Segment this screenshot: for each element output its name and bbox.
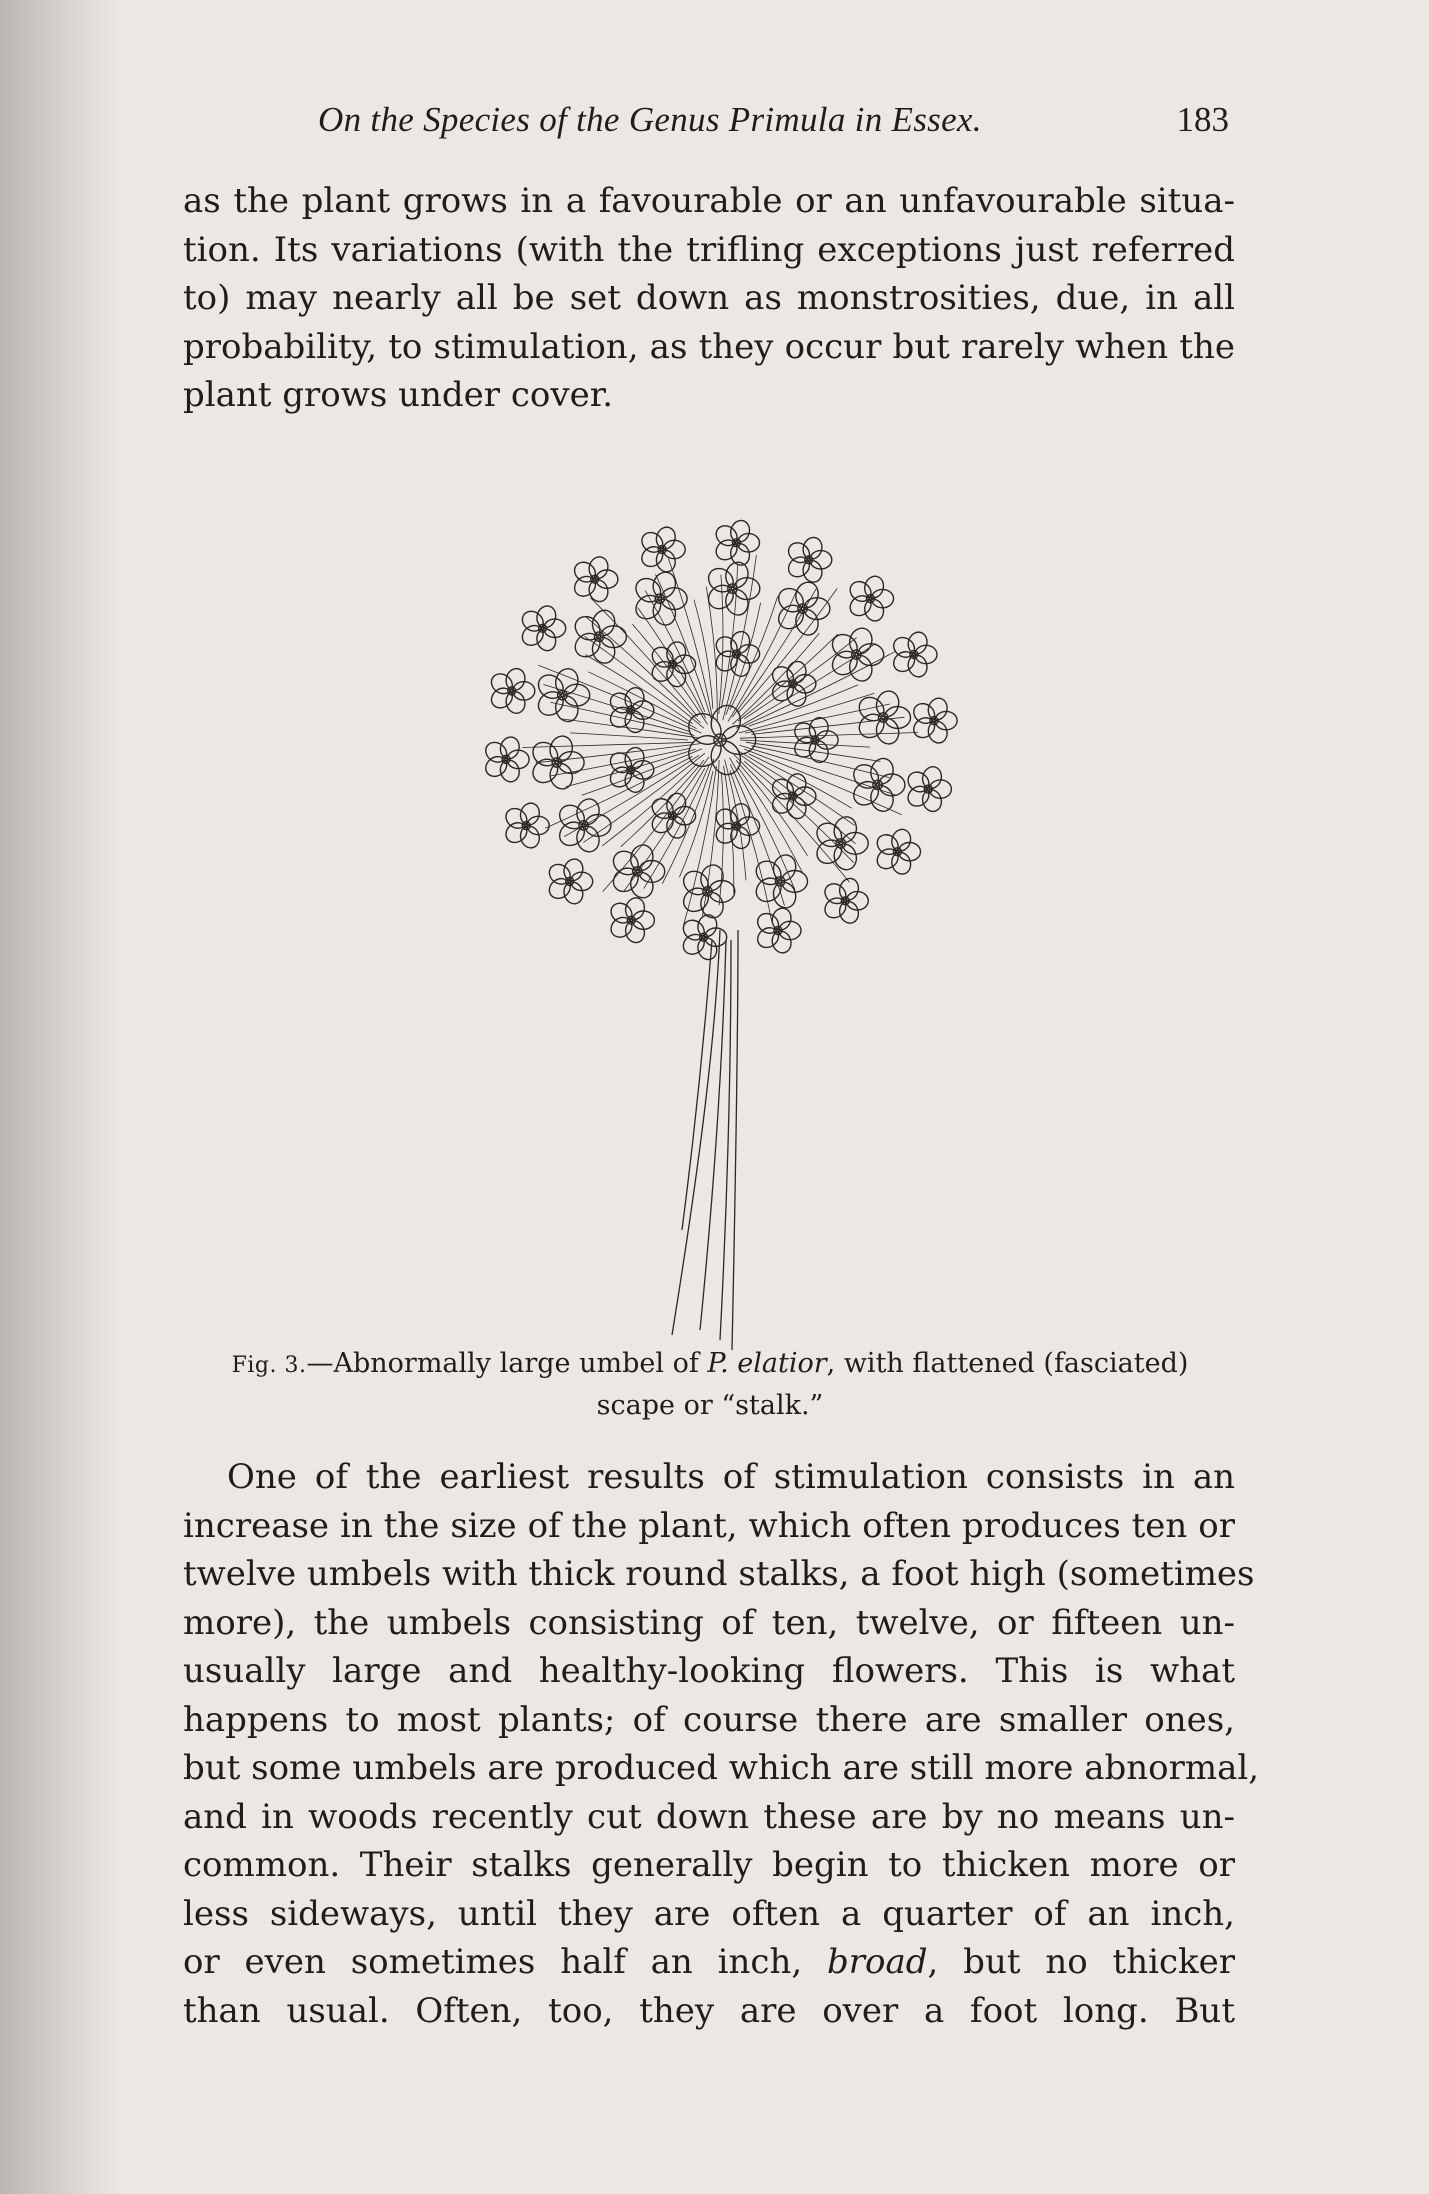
caption-text: , with flattened (fasciated) xyxy=(826,1348,1189,1379)
figure-caption xyxy=(180,1344,1240,1426)
text-line: plant grows under cover. xyxy=(183,375,614,415)
paragraph-2 xyxy=(183,1453,1260,2035)
flower-icon xyxy=(607,895,654,945)
flower-icon xyxy=(904,764,951,814)
flower-icon xyxy=(752,852,808,911)
text-run: or even sometimes half an inch, xyxy=(183,1942,828,1982)
flower-icon xyxy=(631,569,687,628)
flower-icon xyxy=(518,603,565,653)
text-line: more), the umbels consisting of ten, twelve, or fifteen un- xyxy=(183,1602,1235,1643)
binding-shadow xyxy=(0,0,120,2194)
text-line xyxy=(183,1938,1235,1987)
text-run: , but no thicker xyxy=(927,1942,1235,1982)
flower-icon xyxy=(821,876,868,926)
flower-icon xyxy=(890,630,937,680)
text-line: and in woods recently cut down these are by no means un- xyxy=(183,1796,1235,1837)
caption-text: —Abnormally large umbel of xyxy=(306,1348,708,1379)
text-line: tion. Its variations (with the trifling exceptions just referred xyxy=(183,229,1235,270)
caption-line-1 xyxy=(180,1344,1240,1386)
figure-label: Fig. 3. xyxy=(231,1353,307,1378)
flower-icon xyxy=(648,791,695,841)
text-line: happens to most plants; of course there are smaller ones, xyxy=(183,1699,1235,1740)
text-line: usually large and healthy-looking flowers. This is what xyxy=(183,1651,1235,1691)
flower-icon xyxy=(846,574,893,624)
flower-icon xyxy=(571,607,627,666)
text-line: to) may nearly all be set down as monstrosities, due, in all xyxy=(183,278,1235,318)
flower-icon xyxy=(785,535,832,585)
flower-icon xyxy=(502,801,549,851)
flower-icon xyxy=(545,857,592,907)
flower-icon xyxy=(754,906,801,956)
caption-line-2: scape or “stalk.” xyxy=(596,1390,824,1421)
text-line: increase in the size of the plant, which often produces ten or xyxy=(183,1505,1235,1546)
umbel-drawing xyxy=(420,470,1020,1350)
text-line: less sideways, until they are often a quarter of an inch, xyxy=(183,1893,1235,1934)
flower-icon xyxy=(712,518,759,568)
flower-icon xyxy=(769,659,816,709)
text-line: One of the earliest results of stimulation consists in an xyxy=(227,1457,1235,1497)
flower-icon xyxy=(648,639,695,689)
paragraph-1 xyxy=(183,177,1235,420)
flower-icon xyxy=(607,745,654,795)
primula-umbel-illustration xyxy=(420,470,1020,1350)
text-line: as the plant grows in a favourable or an unfavourable situa- xyxy=(183,181,1235,221)
flower-icon xyxy=(849,756,905,815)
page-number: 183 xyxy=(1176,100,1229,139)
flower-icon xyxy=(873,827,920,877)
flower-icon xyxy=(482,735,529,785)
text-line: twelve umbels with thick round stalks, a foot high (sometimes xyxy=(183,1554,1255,1594)
text-line: common. Their stalks generally begin to thicken more or xyxy=(183,1845,1235,1885)
page-header xyxy=(318,100,1229,150)
flower-icon xyxy=(571,554,618,604)
flower-icon xyxy=(774,579,830,638)
italic-word: broad xyxy=(827,1942,928,1982)
text-line: probability, to stimulation, as they occur but rarely when the xyxy=(183,326,1235,367)
flower-icon xyxy=(488,666,535,716)
text-line: but some umbels are produced which are still more abnormal, xyxy=(183,1748,1260,1788)
flower-icon xyxy=(609,842,665,901)
text-line: than usual. Often, too, they are over a foot long. But xyxy=(183,1990,1235,2031)
fasciated-stalk xyxy=(672,930,738,1350)
running-title: On the Species of the Genus Primula in Essex. xyxy=(318,100,982,139)
flower-icon xyxy=(910,696,957,746)
flower-icon xyxy=(812,814,868,873)
flower-icon xyxy=(638,525,685,575)
flower-icon xyxy=(769,771,816,821)
flower-icon xyxy=(828,625,884,684)
caption-species: P. elatior xyxy=(707,1348,827,1379)
